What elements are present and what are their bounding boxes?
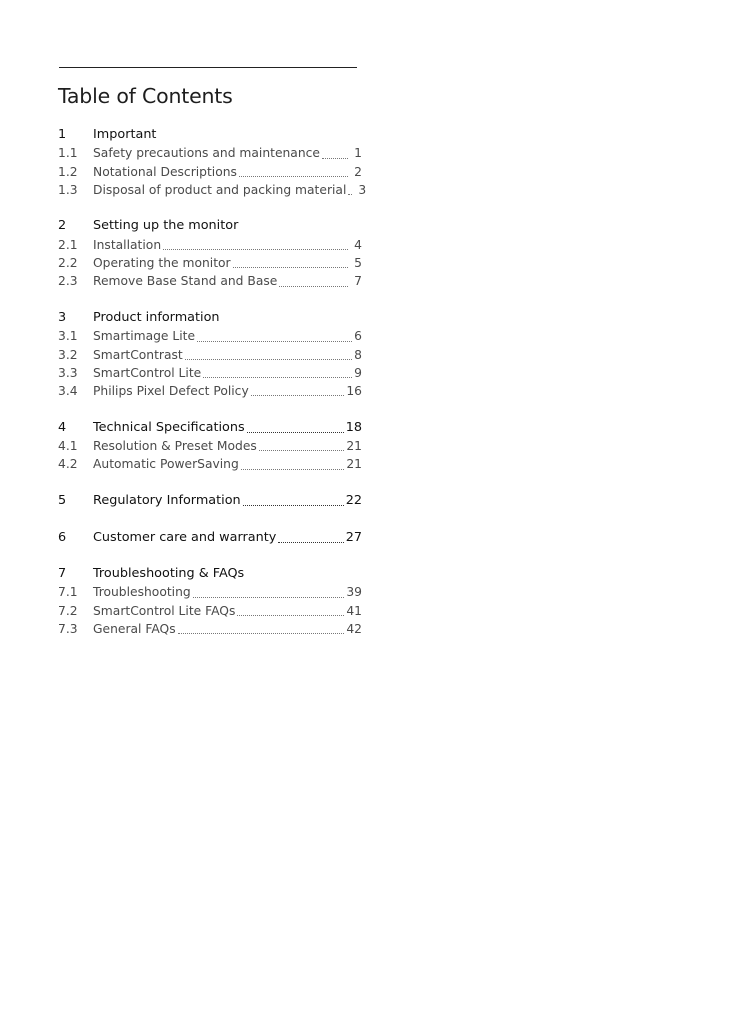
entry-number: 3.2 [58, 347, 78, 362]
toc-heading[interactable] [58, 419, 362, 437]
toc-entry[interactable] [58, 437, 362, 455]
section-title: Regulatory Information [93, 492, 241, 508]
entry-number: 4.2 [58, 457, 78, 472]
section-page: 18 [345, 419, 362, 435]
dot-leader [163, 249, 348, 250]
dot-leader [278, 542, 343, 543]
entry-page: 4 [354, 237, 362, 252]
section-number: 4 [58, 419, 67, 435]
entry-title: Installation [93, 237, 162, 252]
toc-section-6 [58, 529, 362, 547]
entry-number: 2.1 [58, 237, 78, 252]
dot-leader [279, 286, 348, 287]
toc-section-3 [58, 309, 362, 400]
entry-title: Smartimage Lite [93, 329, 196, 344]
section-number: 1 [58, 127, 67, 142]
section-title: Product information [93, 309, 220, 325]
entry-title: Disposal of product and packing material [93, 182, 347, 197]
dot-leader [197, 341, 352, 342]
dot-leader [251, 395, 345, 396]
section-title: Troubleshooting & FAQs [93, 566, 245, 582]
entry-page: 41 [346, 603, 362, 618]
toc-entry[interactable] [58, 181, 367, 199]
section-number: 2 [58, 218, 67, 234]
entry-page: 5 [354, 256, 362, 271]
entry-number: 7.3 [58, 622, 78, 637]
toc-heading[interactable] [58, 565, 362, 583]
section-title: Important [93, 127, 157, 142]
section-number: 3 [58, 309, 67, 325]
dot-leader [203, 377, 352, 378]
entry-title: SmartControl Lite [93, 365, 202, 380]
toc-entry[interactable] [58, 144, 362, 162]
toc-section-5 [58, 492, 362, 510]
entry-title: Remove Base Stand and Base [93, 274, 278, 289]
entry-number: 2.2 [58, 256, 78, 271]
entry-page: 39 [346, 585, 362, 600]
entry-title: Automatic PowerSaving [93, 457, 239, 472]
dot-leader [193, 597, 345, 598]
toc-entry[interactable] [58, 163, 362, 181]
entry-page: 9 [354, 365, 362, 380]
dot-leader [233, 267, 349, 268]
entry-page: 21 [346, 457, 362, 472]
toc-entry[interactable] [58, 327, 362, 345]
dot-leader [348, 194, 352, 195]
toc-entry[interactable] [58, 364, 362, 382]
dot-leader [237, 615, 344, 616]
entry-title: Troubleshooting [93, 585, 191, 600]
dot-leader [239, 176, 348, 177]
toc-entry[interactable] [58, 455, 362, 473]
toc-heading[interactable] [58, 529, 362, 547]
section-page: 22 [345, 492, 362, 508]
toc-entry[interactable] [58, 346, 362, 364]
entry-page: 6 [354, 329, 362, 344]
entry-title: SmartControl Lite FAQs [93, 603, 236, 618]
entry-title: Operating the monitor [93, 256, 231, 271]
entry-number: 3.3 [58, 365, 78, 380]
entry-title: Philips Pixel Defect Policy [93, 384, 249, 399]
entry-number: 3.1 [58, 329, 78, 344]
entry-number: 1.1 [58, 146, 78, 161]
section-number: 7 [58, 566, 67, 582]
entry-number: 2.3 [58, 274, 78, 289]
entry-title: Notational Descriptions [93, 164, 237, 179]
entry-page: 8 [354, 347, 362, 362]
toc-section-1 [58, 126, 367, 199]
entry-title: SmartContrast [93, 347, 183, 362]
section-title: Customer care and warranty [93, 529, 277, 545]
entry-page: 2 [354, 164, 362, 179]
toc-entry[interactable] [58, 583, 362, 601]
toc-section-2 [58, 217, 362, 290]
toc-heading[interactable] [58, 492, 362, 510]
entry-title: Resolution & Preset Modes [93, 439, 257, 454]
dot-leader [259, 450, 345, 451]
toc-heading[interactable] [58, 309, 362, 327]
entry-number: 1.3 [58, 182, 78, 197]
dot-leader [185, 359, 352, 360]
section-title: Setting up the monitor [93, 218, 239, 234]
entry-number: 7.2 [58, 603, 78, 618]
entry-number: 7.1 [58, 585, 78, 600]
entry-page: 7 [354, 274, 362, 289]
page-title: Table of Contents [58, 84, 233, 108]
toc-entry[interactable] [58, 254, 362, 272]
dot-leader [241, 469, 345, 470]
entry-title: Safety precautions and maintenance [93, 146, 320, 161]
entry-page: 16 [346, 384, 362, 399]
entry-page: 21 [346, 439, 362, 454]
entry-page: 1 [354, 146, 362, 161]
toc-entry[interactable] [58, 602, 362, 620]
dot-leader [243, 505, 344, 506]
toc-entry[interactable] [58, 272, 362, 290]
toc-entry[interactable] [58, 236, 362, 254]
header-rule [59, 67, 357, 68]
toc-heading[interactable] [58, 217, 362, 235]
section-number: 5 [58, 492, 67, 508]
dot-leader [178, 633, 345, 634]
toc-heading[interactable] [58, 126, 362, 144]
toc-entry[interactable] [58, 382, 362, 400]
toc-entry[interactable] [58, 620, 362, 638]
section-title: Technical Specifications [93, 419, 245, 435]
entry-number: 1.2 [58, 164, 78, 179]
section-page: 27 [345, 529, 362, 545]
entry-number: 4.1 [58, 439, 78, 454]
entry-page: 42 [346, 622, 362, 637]
toc-section-4 [58, 419, 362, 474]
toc-list [58, 126, 367, 638]
entry-page: 3 [358, 182, 367, 197]
entry-number: 3.4 [58, 384, 78, 399]
dot-leader [322, 158, 348, 159]
entry-title: General FAQs [93, 622, 176, 637]
section-number: 6 [58, 529, 67, 545]
toc-section-7 [58, 565, 362, 638]
dot-leader [247, 432, 344, 433]
